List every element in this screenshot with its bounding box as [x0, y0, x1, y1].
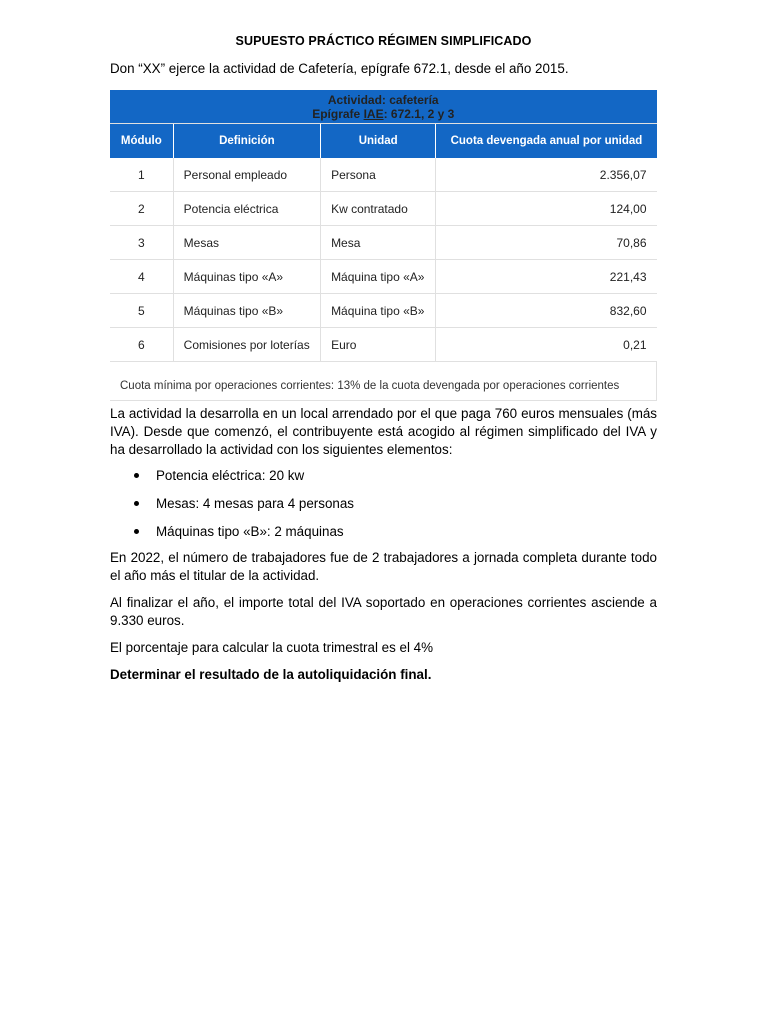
table-row [110, 158, 657, 192]
cell-cuota: 124,00 [436, 192, 657, 226]
cell-modulo: 3 [110, 226, 173, 260]
cell-unidad: Euro [321, 328, 436, 362]
cell-cuota: 832,60 [436, 294, 657, 328]
elements-list [110, 466, 657, 550]
table-row [110, 226, 657, 260]
cell-modulo: 4 [110, 260, 173, 294]
header-unidad: Unidad [321, 124, 436, 159]
cell-definicion: Potencia eléctrica [173, 192, 320, 226]
banner-epigraph-suffix: : 672.1, 2 y 3 [383, 106, 455, 121]
cell-modulo: 2 [110, 192, 173, 226]
banner-epigraph-prefix: Epígrafe [312, 106, 364, 121]
paragraph-local: La actividad la desarrolla en un local arrendado por el que paga 760 euros mensuales (más IVA). Desde que comenzó, el contribuyente está acogido al régimen simplificado del IVA y ha desarrollado la actividad con los siguientes elementos: [110, 406, 657, 457]
bullet-icon [134, 529, 139, 534]
cell-cuota: 0,21 [436, 328, 657, 362]
cell-definicion: Máquinas tipo «B» [173, 294, 320, 328]
table-footer-note: Cuota mínima por operaciones corrientes: 13% de la cuota devengada por operaciones corrientes [110, 362, 657, 401]
header-cuota: Cuota devengada anual por unidad [436, 124, 657, 159]
cell-modulo: 5 [110, 294, 173, 328]
modules-table [110, 90, 657, 401]
list-item-text: Potencia eléctrica: 20 kw [156, 468, 305, 483]
table-footer-row [110, 362, 657, 401]
paragraph-percentage: El porcentaje para calcular la cuota trimestral es el 4% [110, 640, 434, 655]
cell-definicion: Máquinas tipo «A» [173, 260, 320, 294]
paragraph-iva: Al finalizar el año, el importe total del IVA soportado en operaciones corrientes asciende a 9.330 euros. [110, 595, 657, 628]
table-header-row [110, 124, 657, 159]
document-title: SUPUESTO PRÁCTICO RÉGIMEN SIMPLIFICADO [235, 34, 532, 48]
bullet-icon [134, 473, 139, 478]
cell-cuota: 70,86 [436, 226, 657, 260]
banner-epigraph [120, 107, 647, 121]
bullet-icon [134, 501, 139, 506]
header-definicion: Definición [173, 124, 320, 159]
table-row [110, 294, 657, 328]
cell-unidad: Persona [321, 158, 436, 192]
table-banner [110, 90, 657, 124]
banner-activity: Actividad: cafetería [327, 92, 439, 107]
cell-definicion: Mesas [173, 226, 320, 260]
table-row [110, 192, 657, 226]
cell-cuota: 221,43 [436, 260, 657, 294]
cell-unidad: Mesa [321, 226, 436, 260]
cell-unidad: Kw contratado [321, 192, 436, 226]
intro-paragraph: Don “XX” ejerce la actividad de Cafetería, epígrafe 672.1, desde el año 2015. [110, 61, 569, 76]
cell-cuota: 2.356,07 [436, 158, 657, 192]
list-item [110, 466, 657, 494]
list-item-text: Mesas: 4 mesas para 4 personas [156, 496, 354, 511]
cell-unidad: Máquina tipo «A» [321, 260, 436, 294]
paragraph-workers: En 2022, el número de trabajadores fue de 2 trabajadores a jornada completa durante todo el año más el titular de la actividad. [110, 550, 657, 583]
table-row [110, 260, 657, 294]
list-item-text: Máquinas tipo «B»: 2 máquinas [156, 524, 344, 539]
cell-unidad: Máquina tipo «B» [321, 294, 436, 328]
paragraph-task: Determinar el resultado de la autoliquidación final. [110, 667, 432, 682]
table-row [110, 328, 657, 362]
list-item [110, 522, 657, 550]
header-modulo: Módulo [110, 124, 173, 159]
cell-definicion: Personal empleado [173, 158, 320, 192]
cell-definicion: Comisiones por loterías [173, 328, 320, 362]
cell-modulo: 1 [110, 158, 173, 192]
list-item [110, 494, 657, 522]
banner-iae: IAE [363, 106, 384, 121]
cell-modulo: 6 [110, 328, 173, 362]
